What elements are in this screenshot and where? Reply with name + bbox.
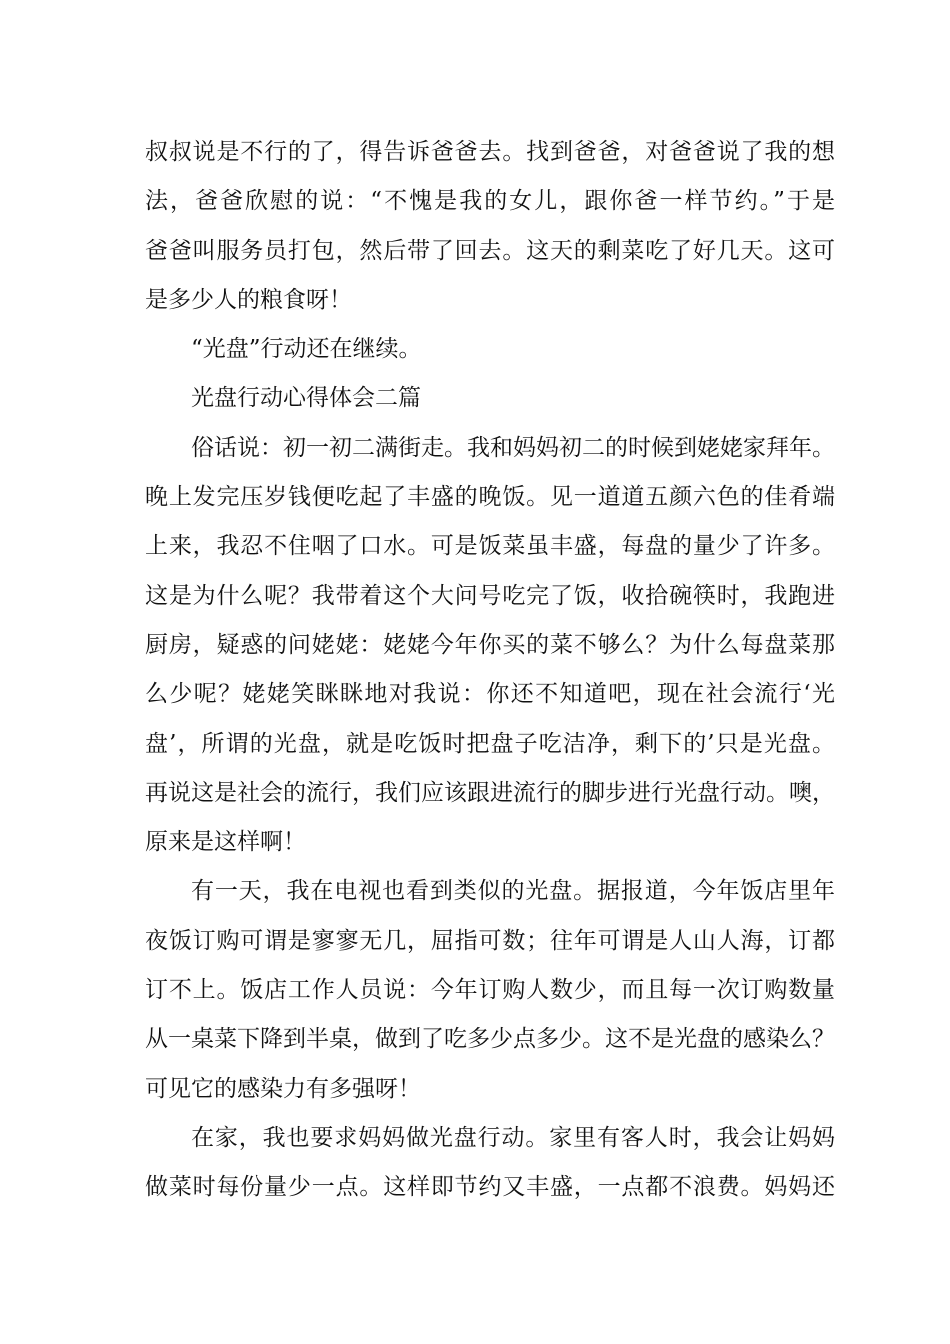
section-heading: 光盘行动心得体会二篇 bbox=[191, 385, 421, 412]
text-line: “光盘”行动还在继续。 bbox=[191, 336, 422, 363]
text-line: 原来是这样啊！ bbox=[145, 829, 306, 856]
text-line: 是多少人的粮食呀！ bbox=[145, 286, 352, 313]
text-line: 再说这是社会的流行，我们应该跟进流行的脚步进行光盘行动。噢， bbox=[145, 779, 835, 806]
text-line: 法，爸爸欣慰的说：“不愧是我的女儿，跟你爸一样节约。”于是 bbox=[145, 188, 835, 215]
text-line: 叔叔说是不行的了，得告诉爸爸去。找到爸爸，对爸爸说了我的想 bbox=[145, 139, 835, 165]
text-line: 夜饭订购可谓是寥寥无几，屈指可数；往年可谓是人山人海，订都 bbox=[145, 927, 835, 954]
text-line: 俗话说：初一初二满街走。我和妈妈初二的时候到姥姥家拜年。 bbox=[191, 434, 835, 461]
text-line: 晚上发完压岁钱便吃起了丰盛的晚饭。见一道道五颜六色的佳肴端 bbox=[145, 484, 835, 511]
text-line: 做菜时每份量少一点。这样即节约又丰盛，一点都不浪费。妈妈还 bbox=[145, 1174, 835, 1201]
text-line: 订不上。饭店工作人员说：今年订购人数少，而且每一次订购数量 bbox=[145, 977, 835, 1004]
text-line: 爸爸叫服务员打包，然后带了回去。这天的剩菜吃了好几天。这可 bbox=[145, 237, 835, 264]
text-line: 在家，我也要求妈妈做光盘行动。家里有客人时，我会让妈妈 bbox=[191, 1124, 835, 1151]
document-body bbox=[145, 128, 835, 1213]
text-line: 从一桌菜下降到半桌，做到了吃多少点多少。这不是光盘的感染么？ bbox=[145, 1026, 835, 1053]
text-line: 可见它的感染力有多强呀！ bbox=[145, 1075, 421, 1102]
text-line: 盘’，所谓的光盘，就是吃饭时把盘子吃洁净，剩下的’只是光盘。 bbox=[145, 730, 835, 757]
text-line: 上来，我忍不住咽了口水。可是饭菜虽丰盛，每盘的量少了许多。 bbox=[145, 533, 835, 560]
text-line: 么少呢？姥姥笑眯眯地对我说：你还不知道吧，现在社会流行‘光 bbox=[145, 681, 835, 708]
text-line: 这是为什么呢？我带着这个大问号吃完了饭，收拾碗筷时，我跑进 bbox=[145, 582, 835, 609]
text-line: 有一天，我在电视也看到类似的光盘。据报道，今年饭店里年 bbox=[191, 878, 835, 905]
text-line: 厨房，疑惑的问姥姥：姥姥今年你买的菜不够么？为什么每盘菜那 bbox=[145, 631, 835, 658]
